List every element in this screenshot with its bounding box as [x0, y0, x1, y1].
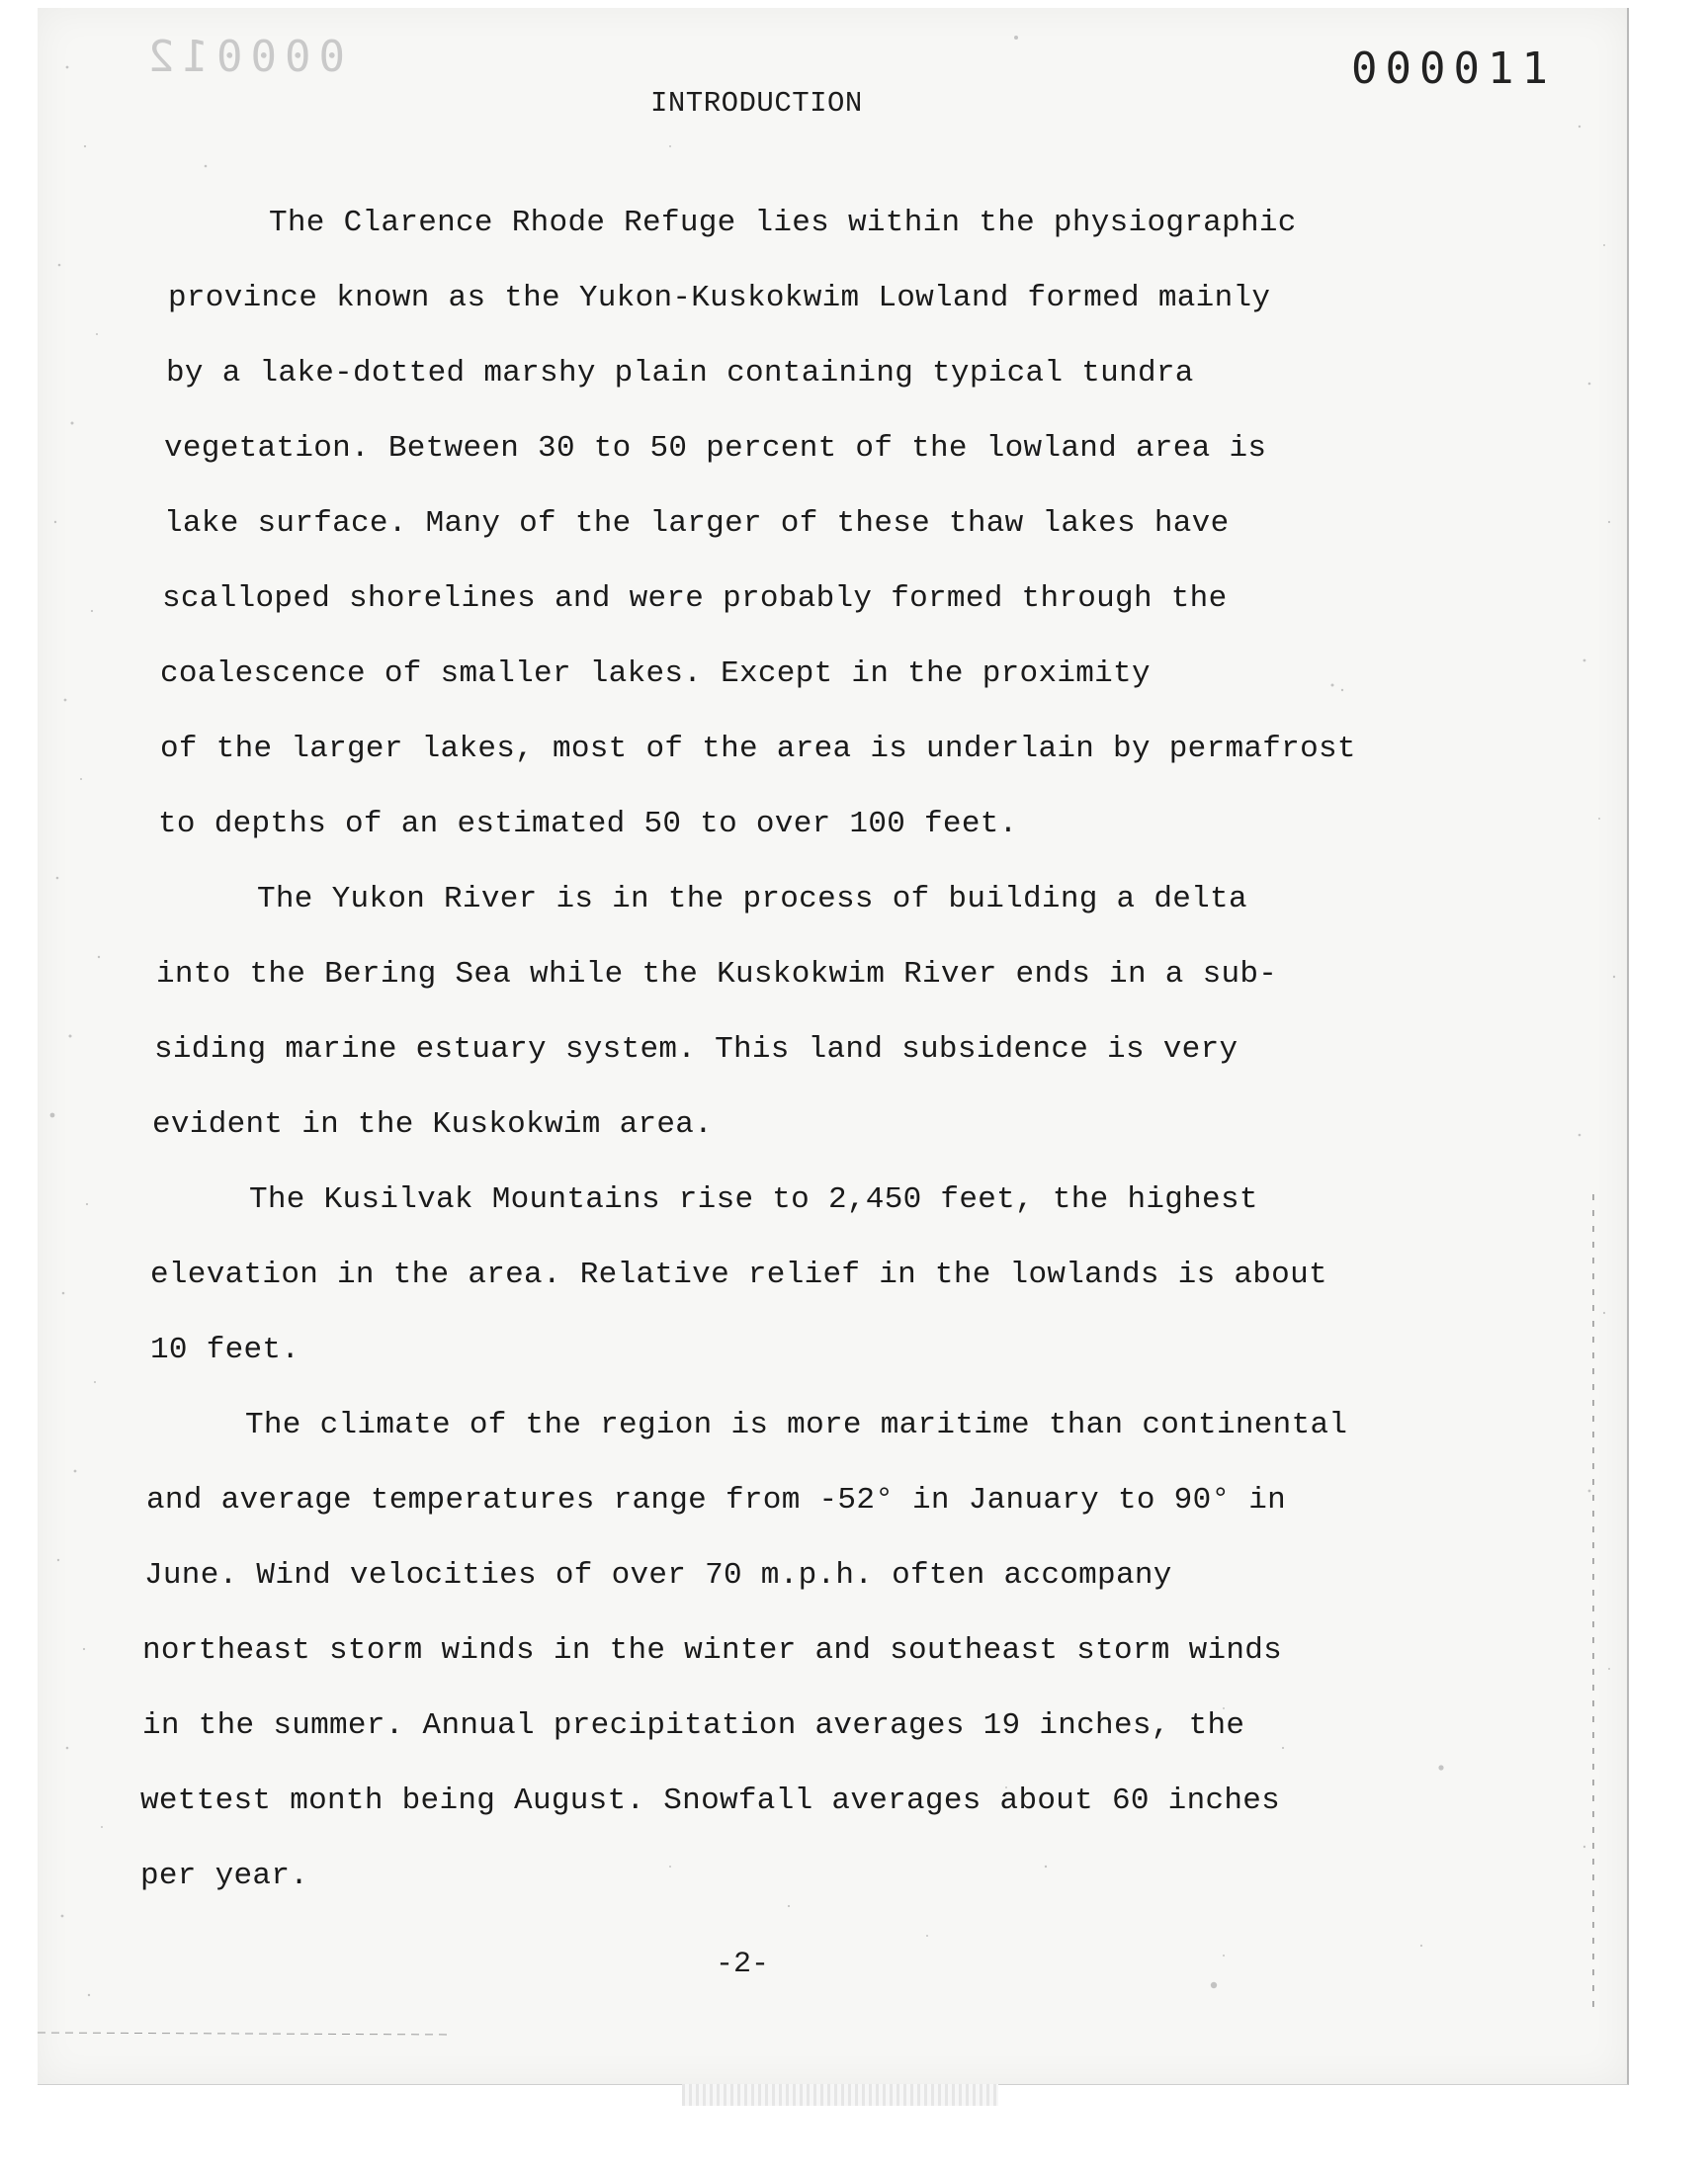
body-line: June. Wind velocities of over 70 m.p.h. often accompany [144, 1558, 1172, 1593]
ghost-stamp-number: 000012 [140, 32, 345, 82]
body-line: and average temperatures range from -52° in January to 90° in [146, 1483, 1287, 1518]
scan-artifact-strip [682, 2084, 998, 2106]
body-line: The Clarence Rhode Refuge lies within the physiographic [269, 206, 1297, 240]
body-line: 10 feet. [150, 1333, 300, 1367]
body-line: evident in the Kuskokwim area. [152, 1107, 714, 1142]
body-line: The Yukon River is in the process of building a delta [257, 882, 1247, 916]
body-line: The Kusilvak Mountains rise to 2,450 feet, the highest [249, 1182, 1258, 1217]
body-line: per year. [140, 1859, 309, 1893]
body-line: coalescence of smaller lakes. Except in the proximity [160, 656, 1151, 691]
stamp-number: 000011 [1351, 44, 1556, 94]
body-line: in the summer. Annual precipitation averages 19 inches, the [142, 1708, 1245, 1743]
body-line: vegetation. Between 30 to 50 percent of the lowland area is [164, 431, 1267, 466]
body-line: siding marine estuary system. This land subsidence is very [154, 1032, 1238, 1067]
body-line: to depths of an estimated 50 to over 100 feet. [158, 807, 1018, 841]
body-line: elevation in the area. Relative relief in the lowlands is about [150, 1258, 1327, 1292]
page-number: -2- [716, 1948, 770, 1981]
body-line: into the Bering Sea while the Kuskokwim River ends in a sub- [156, 957, 1278, 992]
page-heading: INTRODUCTION [650, 87, 863, 120]
body-line: lake surface. Many of the larger of these thaw lakes have [164, 506, 1230, 541]
body-line: The climate of the region is more maritime than continental [245, 1408, 1348, 1442]
body-line: of the larger lakes, most of the area is underlain by permafrost [160, 732, 1356, 766]
body-line: northeast storm winds in the winter and southeast storm winds [142, 1633, 1283, 1668]
body-line: wettest month being August. Snowfall averages about 60 inches [140, 1784, 1281, 1818]
scanned-page [38, 8, 1629, 2085]
body-line: scalloped shorelines and were probably formed through the [162, 581, 1228, 616]
body-line: province known as the Yukon-Kuskokwim Lowland formed mainly [168, 281, 1271, 315]
body-line: by a lake-dotted marshy plain containing typical tundra [166, 356, 1194, 391]
